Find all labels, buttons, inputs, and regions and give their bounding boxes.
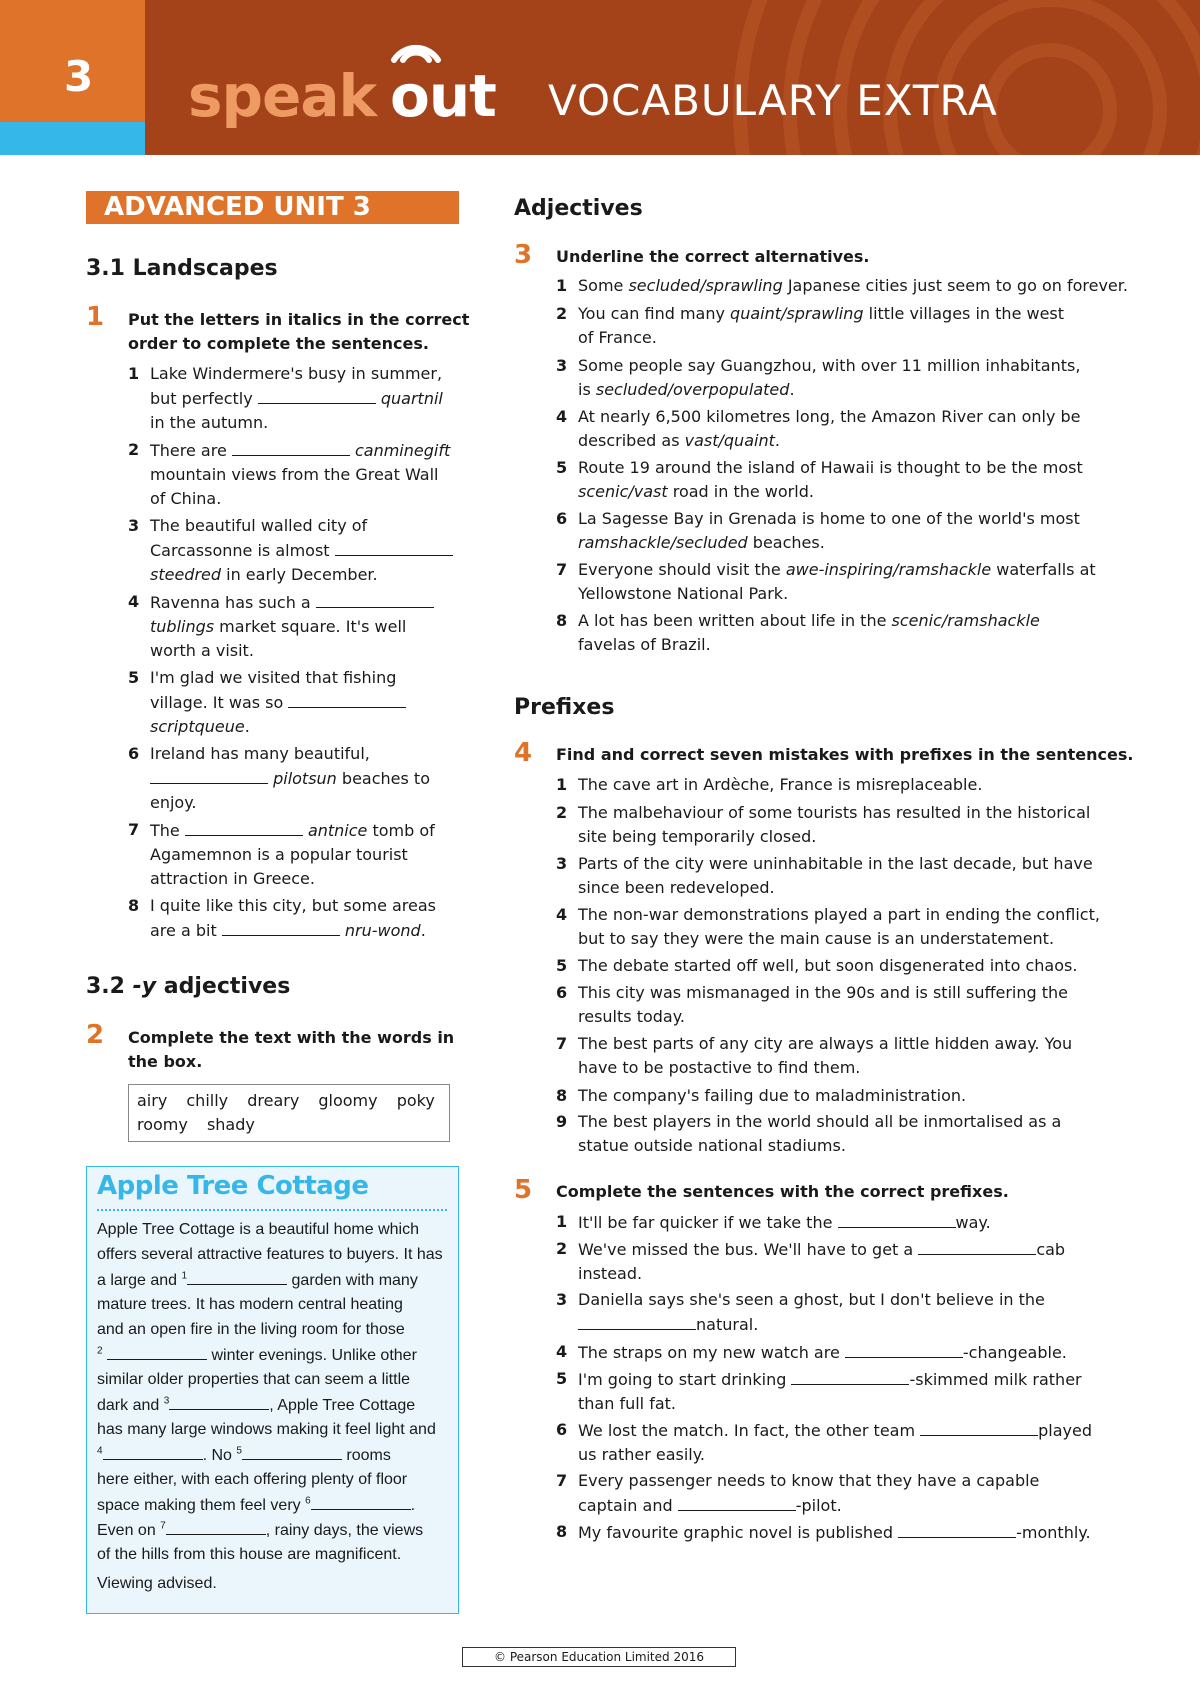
exercise-instruction: Underline the correct alternatives. (556, 247, 870, 266)
page-header (0, 0, 1200, 155)
unit-color-strip (0, 122, 145, 155)
answer-blank[interactable] (258, 386, 376, 404)
answer-blank[interactable] (187, 1267, 287, 1285)
copyright-footer: © Pearson Education Limited 2016 (462, 1647, 736, 1667)
exercise-number: 1 (86, 302, 105, 332)
exercise-number: 5 (514, 1175, 533, 1205)
answer-blank[interactable] (678, 1493, 796, 1511)
exercise-number: 4 (514, 738, 533, 768)
unit-label: ADVANCED UNIT 3 (104, 192, 371, 222)
section-heading-y-adjectives: 3.2 -y adjectives (86, 974, 291, 999)
section-heading-landscapes: 3.1 Landscapes (86, 256, 278, 281)
word-box (128, 1084, 450, 1142)
answer-blank[interactable] (107, 1342, 207, 1360)
exercise-number: 3 (514, 240, 533, 270)
answer-blank[interactable] (311, 1492, 411, 1510)
answer-blank[interactable] (232, 438, 350, 456)
answer-blank[interactable] (166, 1517, 266, 1535)
answer-blank[interactable] (920, 1418, 1038, 1436)
cottage-text: Apple Tree Cottage is a beautiful home which offers several attractive features to buyers. It has a large and $^1$ garden with many mature trees. It has modern central heating and an open fire in the living room for those $^2$ winter evenings. Unlike other similar older properties that can seem a little dark and $^3$ , Apple Tree Cottage has many large windows making it feel light and $^4$ . No $^5$ rooms here either, with each offering plenty of floor space making them feel very $^6$ . Even on $^7$ , rainy days, the views of the hills from this house are magnificent. Viewing advised. (97, 1221, 443, 1592)
exercise-instruction: Find and correct seven mistakes with prefixes in the sentences. (556, 745, 1134, 764)
answer-blank[interactable] (791, 1367, 909, 1385)
section-heading-adjectives: Adjectives (514, 196, 643, 221)
divider (97, 1209, 447, 1211)
answer-blank[interactable] (185, 818, 303, 836)
logo-speak: speak (188, 62, 377, 130)
answer-blank[interactable] (918, 1237, 1036, 1255)
exercise-instruction: Put the letters in italics in the correct order to complete the sentences. (128, 310, 470, 353)
answer-blank[interactable] (103, 1442, 203, 1460)
cottage-title: Apple Tree Cottage (97, 1171, 369, 1201)
cottage-ad-box (86, 1166, 459, 1614)
exercise-instruction: Complete the sentences with the correct prefixes. (556, 1182, 1009, 1201)
unit-number: 3 (64, 52, 94, 101)
answer-blank[interactable] (845, 1340, 963, 1358)
answer-blank[interactable] (242, 1442, 342, 1460)
section-heading-prefixes: Prefixes (514, 695, 615, 720)
exercise-number: 2 (86, 1020, 105, 1050)
answer-blank[interactable] (898, 1520, 1016, 1538)
unit-label-bar (86, 191, 459, 224)
wifi-logo-icon (386, 26, 446, 66)
answer-blank[interactable] (578, 1312, 696, 1330)
word-box-line: roomy shady (137, 1115, 255, 1134)
page-title: VOCABULARY EXTRA (548, 76, 998, 125)
answer-blank[interactable] (150, 766, 268, 784)
answer-blank[interactable] (316, 590, 434, 608)
answer-blank[interactable] (222, 918, 340, 936)
answer-blank[interactable] (335, 538, 453, 556)
logo-out: out (390, 62, 496, 130)
exercise-instruction: Complete the text with the words in the box. (128, 1028, 455, 1071)
answer-blank[interactable] (838, 1210, 956, 1228)
word-box-line: airy chilly dreary gloomy poky (137, 1091, 435, 1110)
answer-blank[interactable] (169, 1392, 269, 1410)
answer-blank[interactable] (288, 690, 406, 708)
